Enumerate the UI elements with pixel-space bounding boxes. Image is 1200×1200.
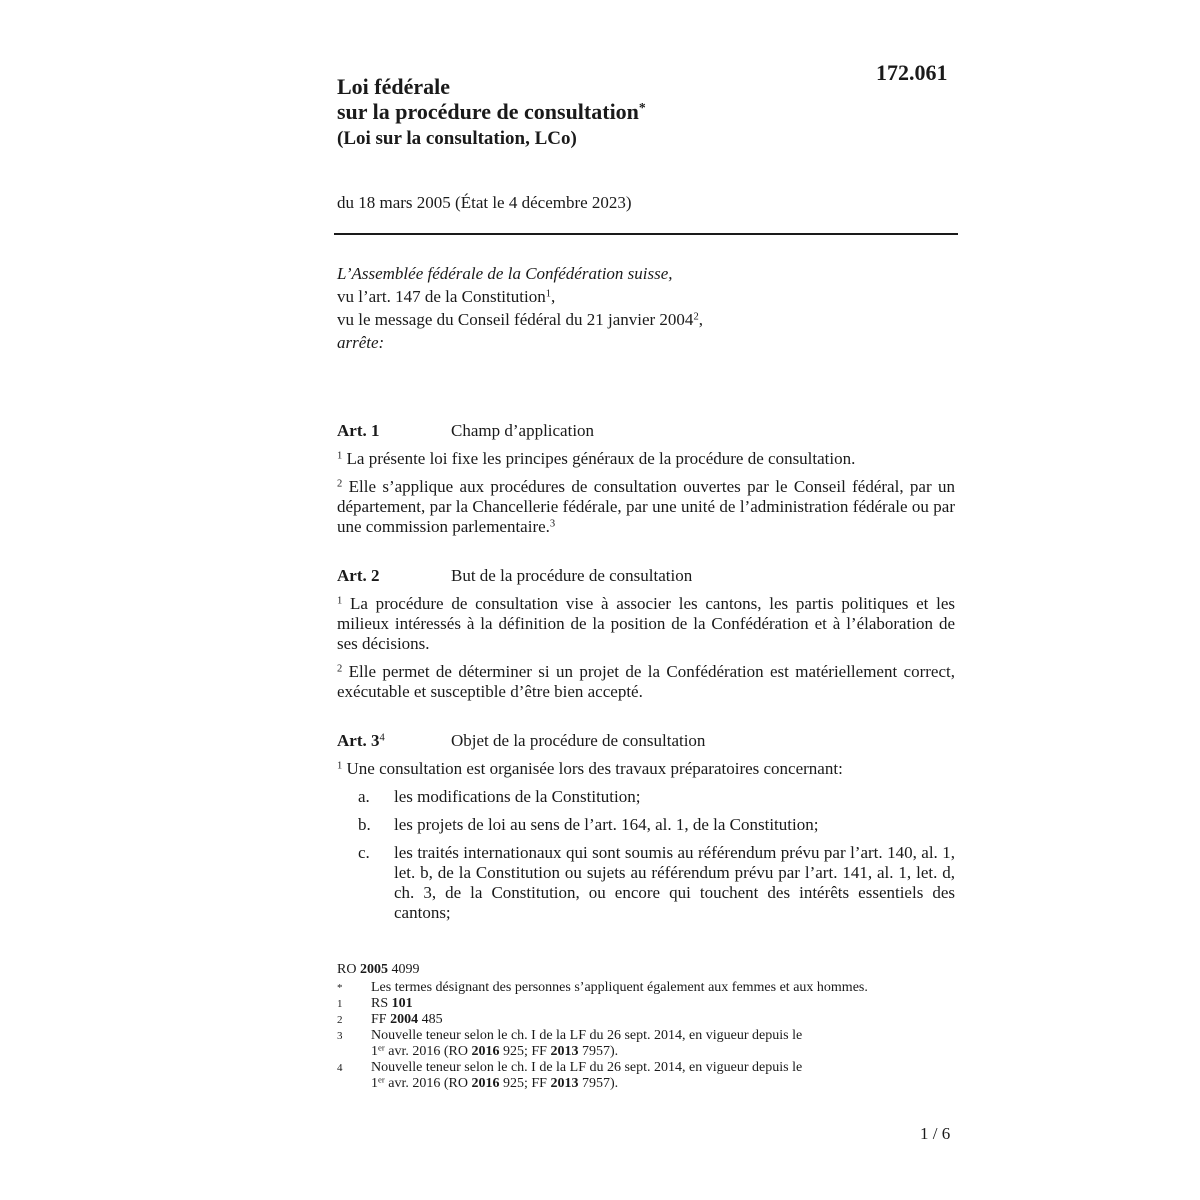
footnote-3: 3 Nouvelle teneur selon le ch. I de la LF du 26 sept. 2014, en vigueur depuis le 1er avr. 2016 (RO 2016 925; FF 2013 7957). bbox=[337, 1028, 803, 1059]
title-line-1: Loi fédérale bbox=[337, 74, 451, 99]
short-title: (Loi sur la consultation, LCo) bbox=[337, 128, 577, 149]
footnote-ref-2[interactable]: 2 bbox=[693, 311, 699, 323]
article-title: Champ d’application bbox=[451, 421, 595, 440]
footnote-ref-3[interactable]: 3 bbox=[549, 518, 556, 530]
list-item: c. les traités internationaux qui sont soumis au référendum prévu par l’art. 140, al. 1, let. b, de la Constitution ou sujets au référendum prévu par l’art. 141, al. 1, let. d, ch. 3, de la Constitution, ou encore qui touchent des intérêts essentiels des cantons; bbox=[358, 843, 955, 922]
footnote-star: * Les termes désignant des personnes s’appliquent également aux femmes et aux hommes. bbox=[337, 980, 868, 995]
preamble bbox=[337, 263, 957, 355]
article-heading bbox=[337, 566, 955, 588]
footnotes bbox=[337, 962, 957, 1092]
paragraph: $^2$ Elle s’applique aux procédures de consultation ouvertes par le Conseil fédéral, par un département, par la Chancellerie fédérale, par une unité de l’administration fédérale ou par une commission parlementaire.$^3$ bbox=[337, 477, 955, 536]
article-2 bbox=[337, 566, 955, 702]
article-heading bbox=[337, 731, 955, 753]
paragraph: $^2$ Elle permet de déterminer si un projet de la Confédération est matériellement correct, exécutable et susceptible d’être bien accepté. bbox=[337, 662, 955, 701]
preamble-vu-constitution: vu l’art. 147 de la Constitution$^1$, bbox=[337, 287, 556, 306]
article-title: But de la procédure de consultation bbox=[451, 566, 693, 585]
article-1 bbox=[337, 421, 955, 537]
horizontal-rule bbox=[334, 233, 958, 235]
list-item: a. les modifications de la Constitution; bbox=[358, 787, 641, 806]
preamble-arrete: arrête: bbox=[337, 333, 385, 352]
list-item: b. les projets de loi au sens de l’art. 164, al. 1, de la Constitution; bbox=[358, 815, 819, 834]
preamble-assembly: L’Assemblée fédérale de la Confédération suisse, bbox=[337, 264, 673, 283]
footnote-4: 4 Nouvelle teneur selon le ch. I de la LF du 26 sept. 2014, en vigueur depuis le 1er avr. 2016 (RO 2016 925; FF 2013 7957). bbox=[337, 1060, 803, 1091]
article-number: Art. 1 bbox=[337, 421, 380, 440]
preamble-vu-message: vu le message du Conseil fédéral du 21 janvier 2004$^2$, bbox=[337, 310, 703, 329]
sr-number: 172.061 bbox=[876, 60, 948, 85]
law-title bbox=[337, 74, 897, 151]
paragraph: $^1$ Une consultation est organisée lors des travaux préparatoires concernant: bbox=[337, 759, 843, 778]
date-line: du 18 mars 2005 (État le 4 décembre 2023) bbox=[337, 193, 632, 212]
article-number: Art. 2 bbox=[337, 566, 380, 585]
footnote-1: 1 RS 101 bbox=[337, 996, 413, 1011]
paragraph: $^1$ La présente loi fixe les principes généraux de la procédure de consultation. bbox=[337, 449, 856, 468]
footnote-ref-4[interactable]: 4 bbox=[379, 732, 385, 744]
footnote-ref-1[interactable]: 1 bbox=[545, 288, 551, 300]
title-footnote-ref[interactable]: * bbox=[638, 100, 646, 116]
article-heading bbox=[337, 421, 955, 443]
page-number: 1 / 6 bbox=[920, 1124, 951, 1143]
paragraph: $^1$ La procédure de consultation vise à associer les cantons, les partis politiques et les milieux intéressés à la définition de la position de la Confédération et à l’élaboration de ses décisions. bbox=[337, 594, 955, 653]
article-title: Objet de la procédure de consultation bbox=[451, 731, 706, 750]
article-number: Art. $3^4$ bbox=[337, 731, 385, 750]
footnote-2: 2 FF 2004 485 bbox=[337, 1012, 443, 1027]
title-line-2: sur la procédure de consultation* bbox=[337, 99, 646, 124]
article-3 bbox=[337, 731, 955, 923]
ro-reference: RO 2005 4099 bbox=[337, 962, 420, 977]
